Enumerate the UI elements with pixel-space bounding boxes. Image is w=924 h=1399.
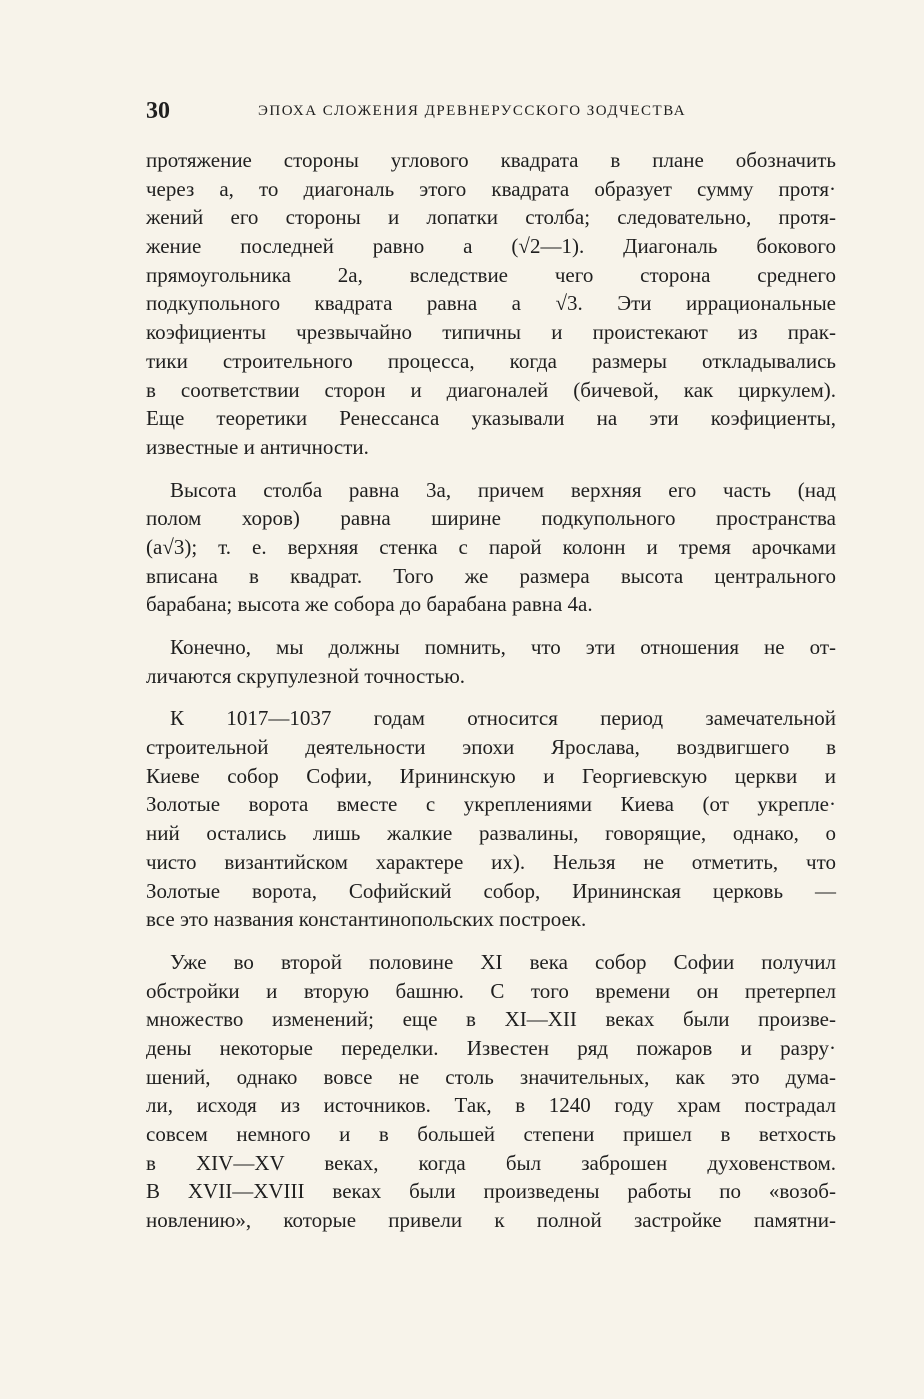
text-line: ли, исходя из источников. Так, в 1240 году храм пострадал bbox=[146, 1093, 836, 1118]
page-number: 30 bbox=[146, 98, 170, 124]
text-line: тики строительного процесса, когда размеры откладывались bbox=[146, 348, 836, 373]
text-line: коэфициенты чрезвычайно типичны и проистекают из прак- bbox=[146, 320, 836, 345]
running-title: ЭПОХА СЛОЖЕНИЯ ДРЕВНЕРУССКОГО ЗОДЧЕСТВА bbox=[258, 103, 687, 119]
text-line: Еще теоретики Ренессанса указывали на эти коэфициенты, bbox=[146, 406, 836, 431]
body-text bbox=[146, 146, 836, 1249]
text-line: множество изменений; еще в XI—XII веках были произве- bbox=[146, 1007, 836, 1032]
text-line: Конечно, мы должны помнить, что эти отношения не от- bbox=[170, 635, 836, 659]
text-line: все это названия константинопольских построек. bbox=[146, 907, 587, 932]
page-header bbox=[146, 97, 836, 127]
text-line: барабана; высота же собора до барабана равна 4a. bbox=[146, 592, 593, 617]
text-line: новлению», которые привели к полной застройке памятни- bbox=[146, 1208, 836, 1233]
text-line: протяжение стороны углового квадрата в плане обозначить bbox=[146, 148, 836, 172]
text-line: ний остались лишь жалкие развалины, говорящие, однако, о bbox=[146, 821, 836, 846]
text-line: подкупольного квадрата равна a √3. Эти иррациональные bbox=[146, 291, 836, 316]
text-line: (a√3); т. е. верхняя стенка с парой колонн и тремя арочками bbox=[146, 534, 836, 559]
paragraph bbox=[146, 476, 836, 619]
text-line: шений, однако вовсе не столь значительных, как это дума- bbox=[146, 1064, 836, 1089]
text-line: полом хоров) равна ширине подкупольного пространства bbox=[146, 506, 836, 531]
text-line: Золотые ворота, Софийский собор, Ирининская церковь — bbox=[146, 878, 836, 903]
text-line: через a, то диагональ этого квадрата образует сумму протя· bbox=[146, 176, 836, 201]
text-line: Киеве собор Софии, Ирининскую и Георгиевскую церкви и bbox=[146, 763, 836, 788]
text-line: Высота столба равна 3a, причем верхняя его часть (над bbox=[170, 477, 836, 502]
text-line: жений его стороны и лопатки столба; следовательно, протя- bbox=[146, 205, 836, 230]
text-line: К 1017—1037 годам относится период замечательной bbox=[170, 706, 836, 731]
text-line: строительной деятельности эпохи Ярослава, воздвигшего в bbox=[146, 735, 836, 760]
text-line: личаются скрупулезной точностью. bbox=[146, 663, 466, 688]
paragraph bbox=[146, 704, 836, 934]
text-line: Золотые ворота вместе с укреплениями Киева (от укрепле· bbox=[146, 792, 836, 817]
text-line: прямоугольника 2a, вследствие чего сторона среднего bbox=[146, 262, 836, 287]
text-line: вписана в квадрат. Того же размера высота центрального bbox=[146, 563, 836, 588]
text-line: обстройки и вторую башню. С того времени он претерпел bbox=[146, 978, 836, 1003]
text-line: совсем немного и в большей степени пришел в ветхость bbox=[146, 1122, 836, 1146]
text-line: жение последней равно a (√2—1). Диагональ бокового bbox=[146, 234, 836, 259]
text-line: в XIV—XV веках, когда был заброшен духовенством. bbox=[146, 1150, 836, 1175]
paragraph bbox=[146, 633, 836, 690]
paragraph bbox=[146, 146, 836, 462]
text-line: чисто византийском характере их). Нельзя не отметить, что bbox=[146, 849, 836, 874]
text-line: известные и античности. bbox=[146, 434, 369, 459]
text-line: дены некоторые переделки. Известен ряд пожаров и разру· bbox=[146, 1035, 836, 1060]
text-line: в соответствии сторон и диагоналей (бичевой, как циркулем). bbox=[146, 377, 836, 402]
text-line: Уже во второй половине XI века собор Софии получил bbox=[170, 949, 836, 974]
text-line: В XVII—XVIII веках были произведены работы по «возоб- bbox=[146, 1179, 836, 1204]
paragraph bbox=[146, 948, 836, 1235]
